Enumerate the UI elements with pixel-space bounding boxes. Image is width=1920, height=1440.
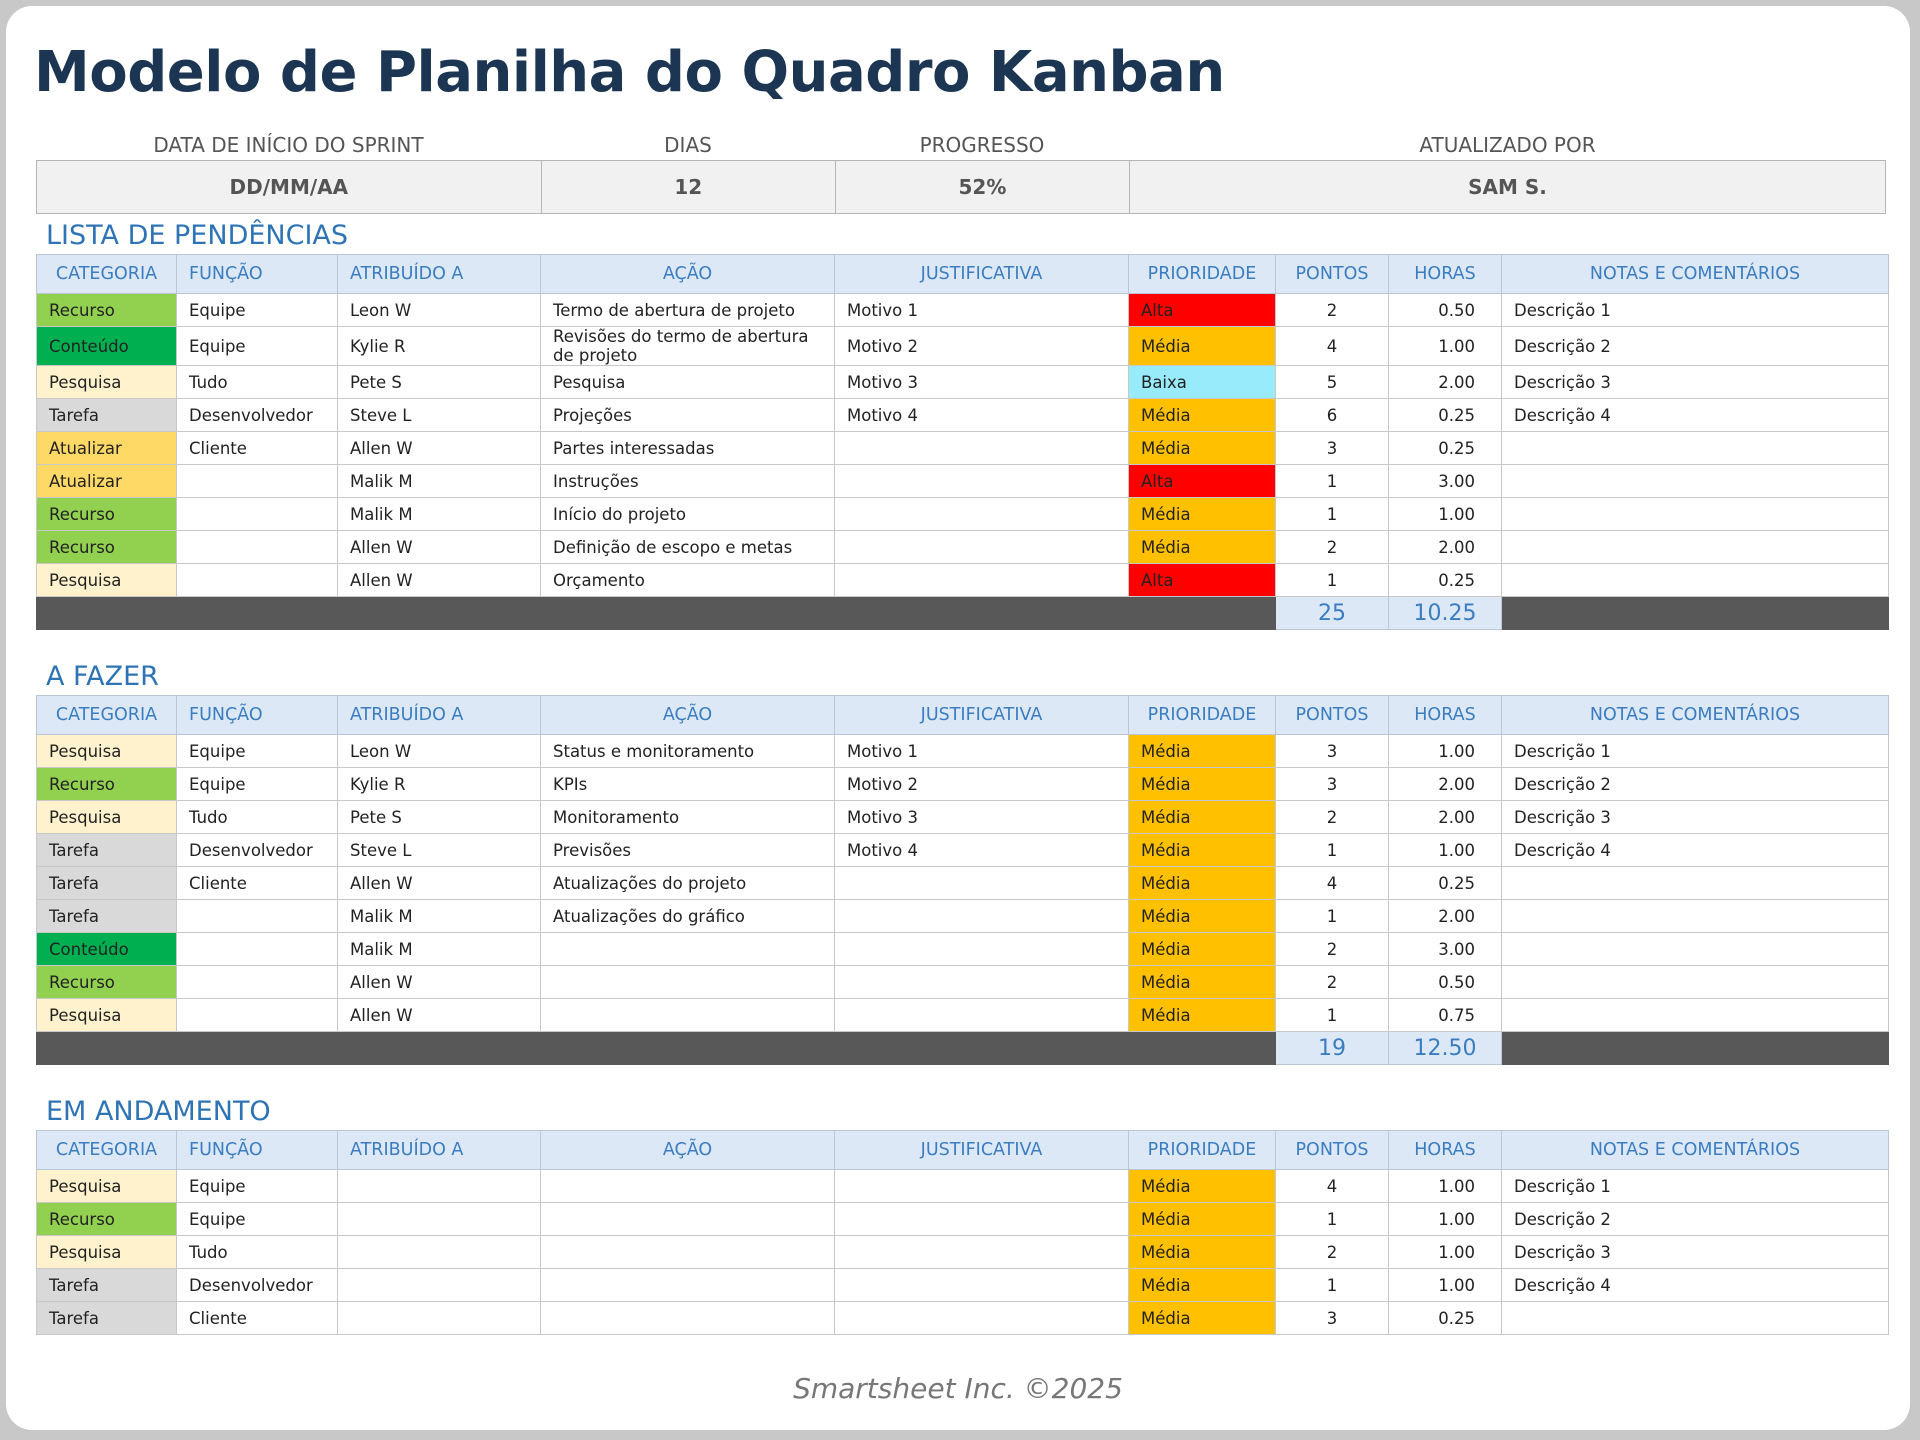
totals-filler — [1502, 597, 1889, 630]
table-row — [37, 1302, 1889, 1335]
sprint-start-value[interactable]: DD/MM/AA — [37, 161, 542, 213]
cell-points[interactable]: 1 — [1276, 1269, 1389, 1302]
column-header-justification[interactable]: JUSTIFICATIVA — [835, 1131, 1129, 1170]
cell-priority[interactable]: Média — [1129, 933, 1276, 966]
table-row — [37, 966, 1889, 999]
cell-assignee[interactable] — [338, 1203, 541, 1236]
table-row — [37, 1170, 1889, 1203]
cell-assignee[interactable]: Malik M — [338, 465, 541, 498]
cell-justification[interactable] — [835, 966, 1129, 999]
cell-function[interactable]: Desenvolvedor — [177, 399, 338, 432]
cell-category[interactable]: Conteúdo — [37, 933, 177, 966]
cell-priority[interactable]: Média — [1129, 531, 1276, 564]
cell-hours[interactable]: 1.00 — [1389, 1170, 1502, 1203]
cell-notes[interactable] — [1502, 900, 1889, 933]
cell-assignee[interactable]: Pete S — [338, 801, 541, 834]
column-header-assignee[interactable]: ATRIBUÍDO A — [338, 696, 541, 735]
cell-notes[interactable]: Descrição 3 — [1502, 366, 1889, 399]
cell-justification[interactable]: Motivo 3 — [835, 801, 1129, 834]
cell-function[interactable]: Equipe — [177, 327, 338, 366]
cell-notes[interactable]: Descrição 2 — [1502, 327, 1889, 366]
spreadsheet-page — [6, 6, 1910, 1430]
kanban-table — [36, 254, 1889, 630]
cell-assignee[interactable]: Malik M — [338, 498, 541, 531]
cell-assignee[interactable]: Kylie R — [338, 327, 541, 366]
section-to-do — [36, 659, 1888, 1065]
cell-hours[interactable]: 0.25 — [1389, 1302, 1502, 1335]
cell-points[interactable]: 3 — [1276, 432, 1389, 465]
cell-justification[interactable]: Motivo 1 — [835, 294, 1129, 327]
cell-hours[interactable]: 2.00 — [1389, 531, 1502, 564]
table-row — [37, 294, 1889, 327]
cell-action[interactable] — [541, 1170, 835, 1203]
totals-row — [37, 1032, 1889, 1065]
column-header-points[interactable]: PONTOS — [1276, 1131, 1389, 1170]
cell-assignee[interactable]: Allen W — [338, 531, 541, 564]
column-header-notes[interactable]: NOTAS E COMENTÁRIOS — [1502, 255, 1889, 294]
column-header-assignee[interactable]: ATRIBUÍDO A — [338, 255, 541, 294]
cell-priority[interactable]: Média — [1129, 768, 1276, 801]
cell-action[interactable] — [541, 933, 835, 966]
totals-filler — [37, 1032, 1276, 1065]
cell-function[interactable]: Equipe — [177, 1170, 338, 1203]
table-row — [37, 531, 1889, 564]
cell-function[interactable]: Cliente — [177, 1302, 338, 1335]
cell-priority[interactable]: Média — [1129, 867, 1276, 900]
cell-action[interactable] — [541, 1302, 835, 1335]
cell-function[interactable] — [177, 498, 338, 531]
cell-assignee[interactable] — [338, 1302, 541, 1335]
cell-function[interactable] — [177, 900, 338, 933]
total-points: 19 — [1276, 1032, 1389, 1065]
cell-assignee[interactable]: Allen W — [338, 999, 541, 1032]
days-value[interactable]: 12 — [542, 161, 836, 213]
cell-points[interactable]: 4 — [1276, 867, 1389, 900]
cell-function[interactable]: Cliente — [177, 867, 338, 900]
cell-assignee[interactable]: Steve L — [338, 834, 541, 867]
cell-notes[interactable]: Descrição 3 — [1502, 801, 1889, 834]
cell-assignee[interactable]: Allen W — [338, 432, 541, 465]
cell-assignee[interactable] — [338, 1170, 541, 1203]
cell-priority[interactable]: Média — [1129, 1236, 1276, 1269]
cell-justification[interactable] — [835, 531, 1129, 564]
column-header-priority[interactable]: PRIORIDADE — [1129, 696, 1276, 735]
cell-hours[interactable]: 0.25 — [1389, 432, 1502, 465]
table-row — [37, 735, 1889, 768]
column-header-action[interactable]: AÇÃO — [541, 255, 835, 294]
cell-hours[interactable]: 0.50 — [1389, 966, 1502, 999]
cell-justification[interactable]: Motivo 3 — [835, 366, 1129, 399]
cell-action[interactable]: Revisões do termo de abertura de projeto — [541, 327, 835, 366]
cell-hours[interactable]: 2.00 — [1389, 366, 1502, 399]
cell-hours[interactable]: 2.00 — [1389, 900, 1502, 933]
cell-justification[interactable] — [835, 867, 1129, 900]
total-points: 25 — [1276, 597, 1389, 630]
cell-notes[interactable]: Descrição 4 — [1502, 399, 1889, 432]
cell-category[interactable]: Tarefa — [37, 1302, 177, 1335]
cell-justification[interactable] — [835, 933, 1129, 966]
cell-action[interactable]: Orçamento — [541, 564, 835, 597]
cell-action[interactable]: Partes interessadas — [541, 432, 835, 465]
footer-copyright: Smartsheet Inc. ©2025 — [793, 1372, 1123, 1405]
cell-function[interactable]: Equipe — [177, 1203, 338, 1236]
section-title: LISTA DE PENDÊNCIAS — [46, 220, 349, 251]
table-row — [37, 1269, 1889, 1302]
table-row — [37, 768, 1889, 801]
cell-category[interactable]: Tarefa — [37, 834, 177, 867]
progress-label: PROGRESSO — [919, 133, 1045, 157]
cell-action[interactable]: Início do projeto — [541, 498, 835, 531]
cell-category[interactable]: Tarefa — [37, 867, 177, 900]
cell-assignee[interactable]: Kylie R — [338, 768, 541, 801]
cell-points[interactable]: 1 — [1276, 900, 1389, 933]
days-label: DIAS — [664, 133, 712, 157]
cell-justification[interactable] — [835, 1269, 1129, 1302]
cell-function[interactable]: Desenvolvedor — [177, 1269, 338, 1302]
cell-points[interactable]: 2 — [1276, 294, 1389, 327]
cell-justification[interactable]: Motivo 2 — [835, 768, 1129, 801]
table-row — [37, 1203, 1889, 1236]
cell-points[interactable]: 3 — [1276, 768, 1389, 801]
cell-function[interactable]: Equipe — [177, 735, 338, 768]
cell-priority[interactable]: Média — [1129, 1302, 1276, 1335]
cell-justification[interactable] — [835, 465, 1129, 498]
table-row — [37, 867, 1889, 900]
cell-assignee[interactable]: Leon W — [338, 735, 541, 768]
cell-hours[interactable]: 1.00 — [1389, 735, 1502, 768]
cell-hours[interactable]: 1.00 — [1389, 834, 1502, 867]
column-header-function[interactable]: FUNÇÃO — [177, 1131, 338, 1170]
cell-category[interactable]: Recurso — [37, 531, 177, 564]
cell-assignee[interactable]: Malik M — [338, 900, 541, 933]
cell-action[interactable] — [541, 1236, 835, 1269]
totals-filler — [37, 597, 1276, 630]
cell-justification[interactable] — [835, 999, 1129, 1032]
page-title: Modelo de Planilha do Quadro Kanban — [34, 40, 1225, 105]
cell-points[interactable]: 4 — [1276, 327, 1389, 366]
cell-notes[interactable]: Descrição 4 — [1502, 1269, 1889, 1302]
cell-category[interactable]: Pesquisa — [37, 1236, 177, 1269]
cell-justification[interactable] — [835, 432, 1129, 465]
cell-action[interactable]: Pesquisa — [541, 366, 835, 399]
cell-justification[interactable] — [835, 1236, 1129, 1269]
table-row — [37, 465, 1889, 498]
cell-action[interactable]: Previsões — [541, 834, 835, 867]
cell-justification[interactable] — [835, 1203, 1129, 1236]
cell-category[interactable]: Pesquisa — [37, 801, 177, 834]
kanban-table — [36, 695, 1889, 1065]
cell-action[interactable]: Projeções — [541, 399, 835, 432]
cell-category[interactable]: Pesquisa — [37, 735, 177, 768]
cell-hours[interactable]: 1.00 — [1389, 498, 1502, 531]
cell-points[interactable]: 3 — [1276, 735, 1389, 768]
cell-notes[interactable] — [1502, 867, 1889, 900]
column-header-category[interactable]: CATEGORIA — [37, 255, 177, 294]
column-header-function[interactable]: FUNÇÃO — [177, 255, 338, 294]
cell-function[interactable]: Equipe — [177, 768, 338, 801]
table-row — [37, 933, 1889, 966]
cell-points[interactable]: 2 — [1276, 531, 1389, 564]
cell-assignee[interactable] — [338, 1269, 541, 1302]
cell-priority[interactable]: Média — [1129, 1170, 1276, 1203]
column-header-justification[interactable]: JUSTIFICATIVA — [835, 255, 1129, 294]
cell-justification[interactable] — [835, 564, 1129, 597]
cell-notes[interactable] — [1502, 432, 1889, 465]
cell-justification[interactable]: Motivo 1 — [835, 735, 1129, 768]
column-header-hours[interactable]: HORAS — [1389, 696, 1502, 735]
cell-function[interactable]: Tudo — [177, 801, 338, 834]
updated-by-value[interactable]: SAM S. — [1468, 175, 1547, 199]
cell-action[interactable] — [541, 999, 835, 1032]
cell-priority[interactable]: Média — [1129, 327, 1276, 366]
column-header-notes[interactable]: NOTAS E COMENTÁRIOS — [1502, 696, 1889, 735]
cell-category[interactable]: Recurso — [37, 966, 177, 999]
cell-points[interactable]: 1 — [1276, 498, 1389, 531]
column-header-notes[interactable]: NOTAS E COMENTÁRIOS — [1502, 1131, 1889, 1170]
cell-category[interactable]: Recurso — [37, 498, 177, 531]
cell-category[interactable]: Tarefa — [37, 900, 177, 933]
cell-justification[interactable] — [835, 498, 1129, 531]
table-row — [37, 1236, 1889, 1269]
cell-justification[interactable] — [835, 900, 1129, 933]
cell-hours[interactable]: 2.00 — [1389, 801, 1502, 834]
cell-justification[interactable]: Motivo 2 — [835, 327, 1129, 366]
cell-action[interactable]: Atualizações do gráfico — [541, 900, 835, 933]
cell-notes[interactable] — [1502, 933, 1889, 966]
cell-category[interactable]: Atualizar — [37, 465, 177, 498]
cell-action[interactable]: Monitoramento — [541, 801, 835, 834]
cell-hours[interactable]: 3.00 — [1389, 465, 1502, 498]
cell-priority[interactable]: Alta — [1129, 564, 1276, 597]
cell-hours[interactable]: 0.50 — [1389, 294, 1502, 327]
cell-priority[interactable]: Média — [1129, 966, 1276, 999]
column-header-action[interactable]: AÇÃO — [541, 1131, 835, 1170]
column-header-priority[interactable]: PRIORIDADE — [1129, 1131, 1276, 1170]
cell-priority[interactable]: Alta — [1129, 294, 1276, 327]
cell-assignee[interactable] — [338, 1236, 541, 1269]
total-hours: 10.25 — [1389, 597, 1502, 630]
cell-hours[interactable]: 0.25 — [1389, 867, 1502, 900]
cell-hours[interactable]: 1.00 — [1389, 327, 1502, 366]
cell-assignee[interactable]: Pete S — [338, 366, 541, 399]
progress-value[interactable]: 52% — [836, 161, 1130, 213]
cell-points[interactable]: 6 — [1276, 399, 1389, 432]
table-row — [37, 327, 1889, 366]
cell-points[interactable]: 5 — [1276, 366, 1389, 399]
totals-row — [37, 597, 1889, 630]
cell-function[interactable] — [177, 465, 338, 498]
cell-hours[interactable]: 2.00 — [1389, 768, 1502, 801]
cell-notes[interactable] — [1502, 465, 1889, 498]
cell-function[interactable] — [177, 999, 338, 1032]
cell-assignee[interactable]: Allen W — [338, 564, 541, 597]
cell-assignee[interactable]: Allen W — [338, 966, 541, 999]
cell-action[interactable]: Termo de abertura de projeto — [541, 294, 835, 327]
column-header-function[interactable]: FUNÇÃO — [177, 696, 338, 735]
cell-notes[interactable]: Descrição 2 — [1502, 768, 1889, 801]
table-row — [37, 432, 1889, 465]
cell-notes[interactable] — [1502, 498, 1889, 531]
cell-points[interactable]: 2 — [1276, 801, 1389, 834]
column-header-hours[interactable]: HORAS — [1389, 255, 1502, 294]
total-hours: 12.50 — [1389, 1032, 1502, 1065]
kanban-table — [36, 1130, 1889, 1335]
cell-priority[interactable]: Alta — [1129, 465, 1276, 498]
cell-hours[interactable]: 0.75 — [1389, 999, 1502, 1032]
sprint-summary — [36, 132, 1886, 214]
cell-points[interactable]: 4 — [1276, 1170, 1389, 1203]
sprint-start-label: DATA DE INÍCIO DO SPRINT — [153, 133, 424, 157]
cell-hours[interactable]: 1.00 — [1389, 1203, 1502, 1236]
cell-points[interactable]: 2 — [1276, 966, 1389, 999]
cell-points[interactable]: 1 — [1276, 564, 1389, 597]
cell-category[interactable]: Tarefa — [37, 399, 177, 432]
column-header-justification[interactable]: JUSTIFICATIVA — [835, 696, 1129, 735]
cell-hours[interactable]: 0.25 — [1389, 564, 1502, 597]
cell-category[interactable]: Pesquisa — [37, 564, 177, 597]
cell-category[interactable]: Recurso — [37, 1203, 177, 1236]
column-header-category[interactable]: CATEGORIA — [37, 696, 177, 735]
cell-assignee[interactable]: Malik M — [338, 933, 541, 966]
cell-priority[interactable]: Média — [1129, 900, 1276, 933]
cell-notes[interactable] — [1502, 564, 1889, 597]
updated-by-label: ATUALIZADO POR — [1419, 133, 1596, 157]
cell-notes[interactable] — [1502, 531, 1889, 564]
cell-action[interactable]: Instruções — [541, 465, 835, 498]
cell-points[interactable]: 3 — [1276, 1302, 1389, 1335]
table-row — [37, 834, 1889, 867]
cell-notes[interactable] — [1502, 966, 1889, 999]
cell-hours[interactable]: 1.00 — [1389, 1236, 1502, 1269]
cell-function[interactable]: Desenvolvedor — [177, 834, 338, 867]
cell-notes[interactable]: Descrição 3 — [1502, 1236, 1889, 1269]
cell-priority[interactable]: Média — [1129, 735, 1276, 768]
cell-priority[interactable]: Média — [1129, 498, 1276, 531]
section-title: A FAZER — [46, 661, 159, 692]
cell-category[interactable]: Pesquisa — [37, 1170, 177, 1203]
cell-points[interactable]: 2 — [1276, 1236, 1389, 1269]
cell-priority[interactable]: Média — [1129, 1203, 1276, 1236]
cell-assignee[interactable]: Steve L — [338, 399, 541, 432]
cell-points[interactable]: 2 — [1276, 933, 1389, 966]
cell-points[interactable]: 1 — [1276, 465, 1389, 498]
cell-function[interactable] — [177, 564, 338, 597]
cell-notes[interactable]: Descrição 2 — [1502, 1203, 1889, 1236]
cell-justification[interactable]: Motivo 4 — [835, 834, 1129, 867]
section-title: EM ANDAMENTO — [46, 1096, 271, 1127]
cell-action[interactable]: Atualizações do projeto — [541, 867, 835, 900]
table-row — [37, 366, 1889, 399]
cell-priority[interactable]: Baixa — [1129, 366, 1276, 399]
cell-notes[interactable]: Descrição 1 — [1502, 735, 1889, 768]
column-header-hours[interactable]: HORAS — [1389, 1131, 1502, 1170]
cell-action[interactable]: Status e monitoramento — [541, 735, 835, 768]
cell-function[interactable]: Tudo — [177, 1236, 338, 1269]
cell-notes[interactable]: Descrição 4 — [1502, 834, 1889, 867]
column-header-action[interactable]: AÇÃO — [541, 696, 835, 735]
column-header-points[interactable]: PONTOS — [1276, 255, 1389, 294]
cell-action[interactable]: Definição de escopo e metas — [541, 531, 835, 564]
cell-priority[interactable]: Média — [1129, 432, 1276, 465]
cell-priority[interactable]: Média — [1129, 801, 1276, 834]
column-header-assignee[interactable]: ATRIBUÍDO A — [338, 1131, 541, 1170]
cell-points[interactable]: 1 — [1276, 834, 1389, 867]
cell-category[interactable]: Atualizar — [37, 432, 177, 465]
cell-hours[interactable]: 3.00 — [1389, 933, 1502, 966]
cell-action[interactable] — [541, 1269, 835, 1302]
cell-notes[interactable] — [1502, 999, 1889, 1032]
cell-priority[interactable]: Média — [1129, 1269, 1276, 1302]
cell-category[interactable]: Recurso — [37, 768, 177, 801]
cell-function[interactable]: Tudo — [177, 366, 338, 399]
totals-filler — [1502, 1032, 1889, 1065]
cell-hours[interactable]: 0.25 — [1389, 399, 1502, 432]
cell-priority[interactable]: Média — [1129, 834, 1276, 867]
cell-function[interactable]: Equipe — [177, 294, 338, 327]
table-row — [37, 399, 1889, 432]
cell-action[interactable] — [541, 966, 835, 999]
section-backlog — [36, 218, 1888, 630]
cell-notes[interactable]: Descrição 1 — [1502, 1170, 1889, 1203]
cell-action[interactable]: KPIs — [541, 768, 835, 801]
section-in-progress — [36, 1094, 1888, 1335]
table-row — [37, 801, 1889, 834]
cell-assignee[interactable]: Allen W — [338, 867, 541, 900]
cell-priority[interactable]: Média — [1129, 399, 1276, 432]
cell-points[interactable]: 1 — [1276, 1203, 1389, 1236]
cell-category[interactable]: Pesquisa — [37, 999, 177, 1032]
cell-justification[interactable] — [835, 1170, 1129, 1203]
cell-justification[interactable] — [835, 1302, 1129, 1335]
cell-function[interactable]: Cliente — [177, 432, 338, 465]
cell-category[interactable]: Tarefa — [37, 1269, 177, 1302]
cell-action[interactable] — [541, 1203, 835, 1236]
cell-justification[interactable]: Motivo 4 — [835, 399, 1129, 432]
cell-hours[interactable]: 1.00 — [1389, 1269, 1502, 1302]
cell-assignee[interactable]: Leon W — [338, 294, 541, 327]
cell-function[interactable] — [177, 966, 338, 999]
cell-notes[interactable]: Descrição 1 — [1502, 294, 1889, 327]
cell-function[interactable] — [177, 933, 338, 966]
column-header-category[interactable]: CATEGORIA — [37, 1131, 177, 1170]
table-row — [37, 900, 1889, 933]
column-header-points[interactable]: PONTOS — [1276, 696, 1389, 735]
cell-category[interactable]: Recurso — [37, 294, 177, 327]
cell-category[interactable]: Conteúdo — [37, 327, 177, 366]
cell-notes[interactable] — [1502, 1302, 1889, 1335]
table-row — [37, 999, 1889, 1032]
table-row — [37, 498, 1889, 531]
column-header-priority[interactable]: PRIORIDADE — [1129, 255, 1276, 294]
cell-category[interactable]: Pesquisa — [37, 366, 177, 399]
table-row — [37, 564, 1889, 597]
cell-function[interactable] — [177, 531, 338, 564]
cell-points[interactable]: 1 — [1276, 999, 1389, 1032]
cell-priority[interactable]: Média — [1129, 999, 1276, 1032]
